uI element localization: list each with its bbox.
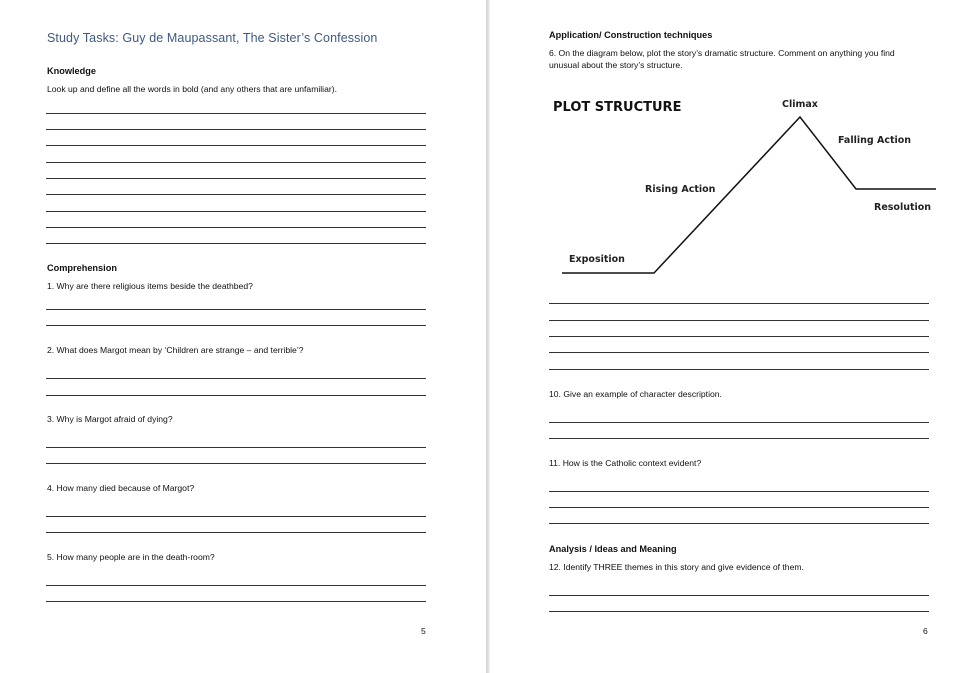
climax-label: Climax (782, 99, 818, 110)
question-11: 11. How is the Catholic context evident? (549, 458, 702, 468)
question-5: 5. How many people are in the death-room? (47, 552, 215, 562)
answer-line (549, 595, 929, 596)
question-4: 4. How many died because of Margot? (47, 483, 195, 493)
question-1: 1. Why are there religious items beside the deathbed? (47, 281, 253, 291)
answer-line (549, 336, 929, 337)
answer-line (46, 447, 426, 448)
question-10: 10. Give an example of character description. (549, 389, 722, 399)
answer-line (549, 611, 929, 612)
answer-line (46, 113, 426, 114)
answer-line (46, 227, 426, 228)
answer-line (549, 422, 929, 423)
knowledge-heading: Knowledge (47, 66, 97, 76)
comprehension-heading: Comprehension (47, 263, 117, 273)
answer-line (46, 532, 426, 533)
question-2: 2. What does Margot mean by ‘Children are strange – and terrible’? (47, 345, 304, 355)
answer-line (46, 309, 426, 310)
page-number: 6 (923, 626, 928, 636)
page-number: 5 (421, 626, 426, 636)
answer-line (46, 516, 426, 517)
right-page (490, 0, 980, 673)
application-heading: Application/ Construction techniques (549, 30, 713, 40)
answer-line (46, 211, 426, 212)
answer-line (549, 320, 929, 321)
question-3: 3. Why is Margot afraid of dying? (47, 414, 173, 424)
answer-line (549, 507, 929, 508)
diagram-title: PLOT STRUCTURE (553, 100, 682, 115)
left-page (0, 0, 486, 673)
exposition-label: Exposition (569, 254, 625, 265)
answer-line (46, 378, 426, 379)
answer-line (549, 438, 929, 439)
analysis-heading: Analysis / Ideas and Meaning (549, 544, 677, 554)
rising-action-label: Rising Action (645, 184, 716, 195)
answer-line (46, 145, 426, 146)
answer-line (46, 395, 426, 396)
knowledge-instruction: Look up and define all the words in bold (and any others that are unfamiliar). (47, 84, 337, 94)
question-6-line-2: unusual about the story’s structure. (549, 60, 683, 70)
falling-action-label: Falling Action (838, 135, 912, 146)
answer-line (549, 369, 929, 370)
resolution-label: Resolution (874, 202, 932, 213)
question-6-line-1: 6. On the diagram below, plot the story’s dramatic structure. Comment on anything you find (549, 48, 895, 58)
page-title: Study Tasks: Guy de Maupassant, The Sister’s Confession (47, 31, 378, 45)
answer-line (46, 162, 426, 163)
answer-line (549, 491, 929, 492)
answer-line (46, 194, 426, 195)
answer-line (46, 601, 426, 602)
answer-line (549, 303, 929, 304)
answer-line (46, 463, 426, 464)
answer-line (46, 325, 426, 326)
answer-line (46, 129, 426, 130)
answer-line (549, 523, 929, 524)
answer-line (549, 352, 929, 353)
question-12: 12. Identify THREE themes in this story and give evidence of them. (549, 562, 804, 572)
answer-line (46, 178, 426, 179)
answer-line (46, 585, 426, 586)
answer-line (46, 243, 426, 244)
plot-structure-diagram (490, 85, 980, 285)
